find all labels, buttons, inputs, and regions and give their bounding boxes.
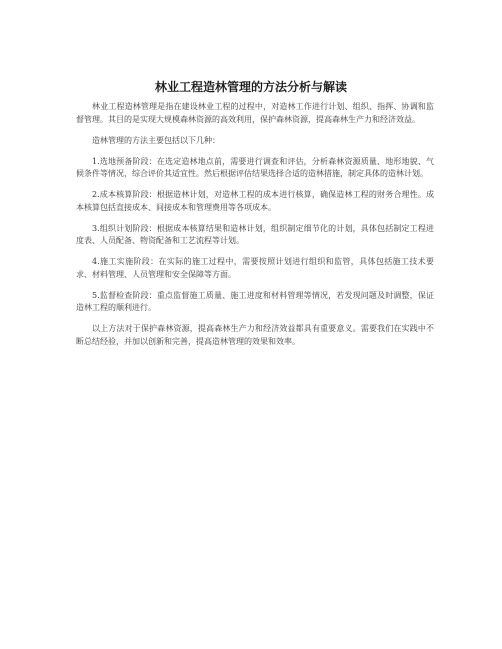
step-5-paragraph: 5.监督检查阶段：重点监督施工质量、施工进度和材料管理等情况，若发现问题及时调整，保证造林工程的顺利进行。 bbox=[76, 290, 434, 312]
step-2-paragraph: 2.成本核算阶段：根据造林计划，对造林工程的成本进行核算，确保造林工程的财务合理性。成本核算包括直接成本、间接成本和管理费用等各项成本。 bbox=[76, 190, 434, 212]
document-body bbox=[76, 101, 434, 357]
step-1-paragraph: 1.选地预备阶段：在选定造林地点前，需要进行调查和评估，分析森林资源质量、地形地貌、气候条件等情况，综合评价其适宜性。然后根据评估结果选择合适的造林措施，制定具体的造林计划。 bbox=[76, 156, 434, 178]
intro-paragraph: 林业工程造林管理是指在建设林业工程的过程中，对造林工作进行计划、组织、指挥、协调和监督管理。其目的是实现大规模森林资源的高效利用，保护森林资源，提高森林生产力和经济效益。 bbox=[76, 102, 434, 124]
conclusion-paragraph: 以上方法对于保护森林资源，提高森林生产力和经济效益都具有重要意义。需要我们在实践中不断总结经验，并加以创新和完善，提高造林管理的效果和效率。 bbox=[76, 324, 434, 346]
step-4-paragraph: 4.施工实施阶段：在实际的施工过程中，需要按照计划进行组织和监管，具体包括施工技术要求、材料管理、人员管理和安全保障等方面。 bbox=[76, 257, 434, 279]
step-3-paragraph: 3.组织计划阶段：根据成本核算结果和造林计划，组织制定细节化的计划，具体包括制定工程进度表、人员配备、物资配备和工艺流程等计划。 bbox=[76, 223, 434, 245]
document-title: 林业工程造林管理的方法分析与解读 bbox=[154, 80, 347, 94]
methods-lead-paragraph: 造林管理的方法主要包括以下几种： bbox=[92, 135, 220, 145]
